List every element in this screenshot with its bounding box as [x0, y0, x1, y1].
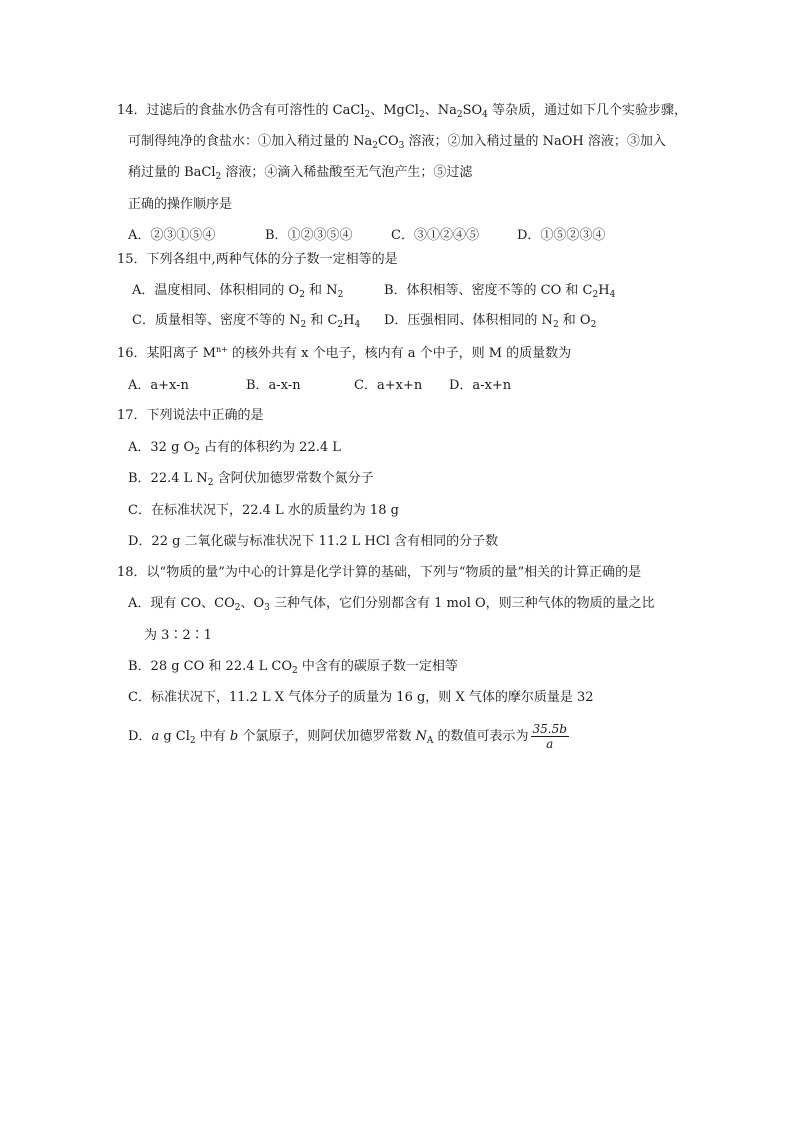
q16-stem: 16．某阳离子 $M^{n+}$ 的核外共有 x 个电子，核内有 a 个中子，则 M 的质量数为 — [117, 345, 572, 361]
q18-option-a: A．现有 CO、$CO_2$、$O_3$ 三种气体，它们分别都含有 1 mol O，则三种气体的物质的量之比 — [128, 596, 655, 613]
q18-option-a-cont: 为 3∶2∶1 — [144, 628, 212, 643]
q14-option-c: C．③①②④⑤ — [391, 228, 479, 243]
q17-option-d: D．22 g 二氧化碳与标准状况下 11.2 L HCl 含有相同的分子数 — [128, 534, 499, 549]
q17-option-c: C．在标准状况下，22.4 L 水的质量约为 18 g — [128, 503, 399, 518]
q15-options-cd — [132, 313, 596, 329]
q17-stem: 17．下列说法中正确的是 — [117, 408, 264, 423]
q14-line4: 正确的操作顺序是 — [128, 197, 233, 212]
q16-option-c: C．a+x+n — [354, 378, 423, 393]
q15-option-d: D．压强相同、体积相同的 $N_2$ 和 $O_2$ — [384, 313, 597, 330]
q14-options — [128, 228, 605, 244]
q16-option-d: D．a-x+n — [449, 378, 512, 393]
q15-option-b: B．体积相等、密度不等的 CO 和 $C_2H_4$ — [384, 283, 616, 300]
q17-option-a: A．32 g $O_2$ 占有的体积约为 22.4 L — [128, 440, 341, 457]
q14-option-a: A．②③①⑤④ — [128, 228, 216, 243]
fraction: $\frac{35.5b}{a}$ — [532, 722, 567, 751]
q14-line2: 可制得纯净的食盐水：①加入稍过量的 $Na_2CO_3$ 溶液；②加入稍过量的 NaOH 溶液；③加入 — [128, 134, 666, 151]
q14-line3: 稍过量的 BaCl$_2$ 溶液；④滴入稀盐酸至无气泡产生；⑤过滤 — [128, 165, 473, 182]
q14-option-d: D．①⑤②③④ — [517, 228, 606, 243]
q15-options-ab — [132, 283, 615, 299]
q15-option-c: C．质量相等、密度不等的 $N_2$ 和 $C_2H_4$ — [132, 313, 361, 330]
q17-option-b: B．22.4 L $N_2$ 含阿伏加德罗常数个氮分子 — [128, 471, 374, 488]
q16-option-a: A．a+x-n — [128, 378, 189, 393]
q18-option-c: C．标准状况下，11.2 L X 气体分子的质量为 16 g，则 X 气体的摩尔质量是 32 — [128, 690, 594, 705]
q16-option-b: B．a-x-n — [246, 378, 301, 393]
q18-option-d: D．a g $Cl_2$ 中有 b 个氯原子，则阿伏加德罗常数 $N_A$ 的数值可表示为 $\frac{35.5b}{a}$ — [128, 722, 567, 751]
q14-option-b: B．①②③⑤④ — [265, 228, 353, 243]
q18-option-b: B．28 g CO 和 22.4 L $CO_2$ 中含有的碳原子数一定相等 — [128, 659, 458, 676]
q15-stem: 15．下列各组中,两种气体的分子数一定相等的是 — [117, 252, 398, 267]
q18-stem: 18．以“物质的量”为中心的计算是化学计算的基础，下列与“物质的量”相关的计算正确的是 — [117, 565, 642, 580]
q16-options — [128, 378, 511, 394]
q15-option-a: A．温度相同、体积相同的 $O_2$ 和 $N_2$ — [132, 283, 344, 300]
q14-line1: 14．过滤后的食盐水仍含有可溶性的 CaCl$_2$、MgCl$_2$、$Na_2SO_4$ 等杂质，通过如下几个实验步骤， — [117, 103, 688, 120]
